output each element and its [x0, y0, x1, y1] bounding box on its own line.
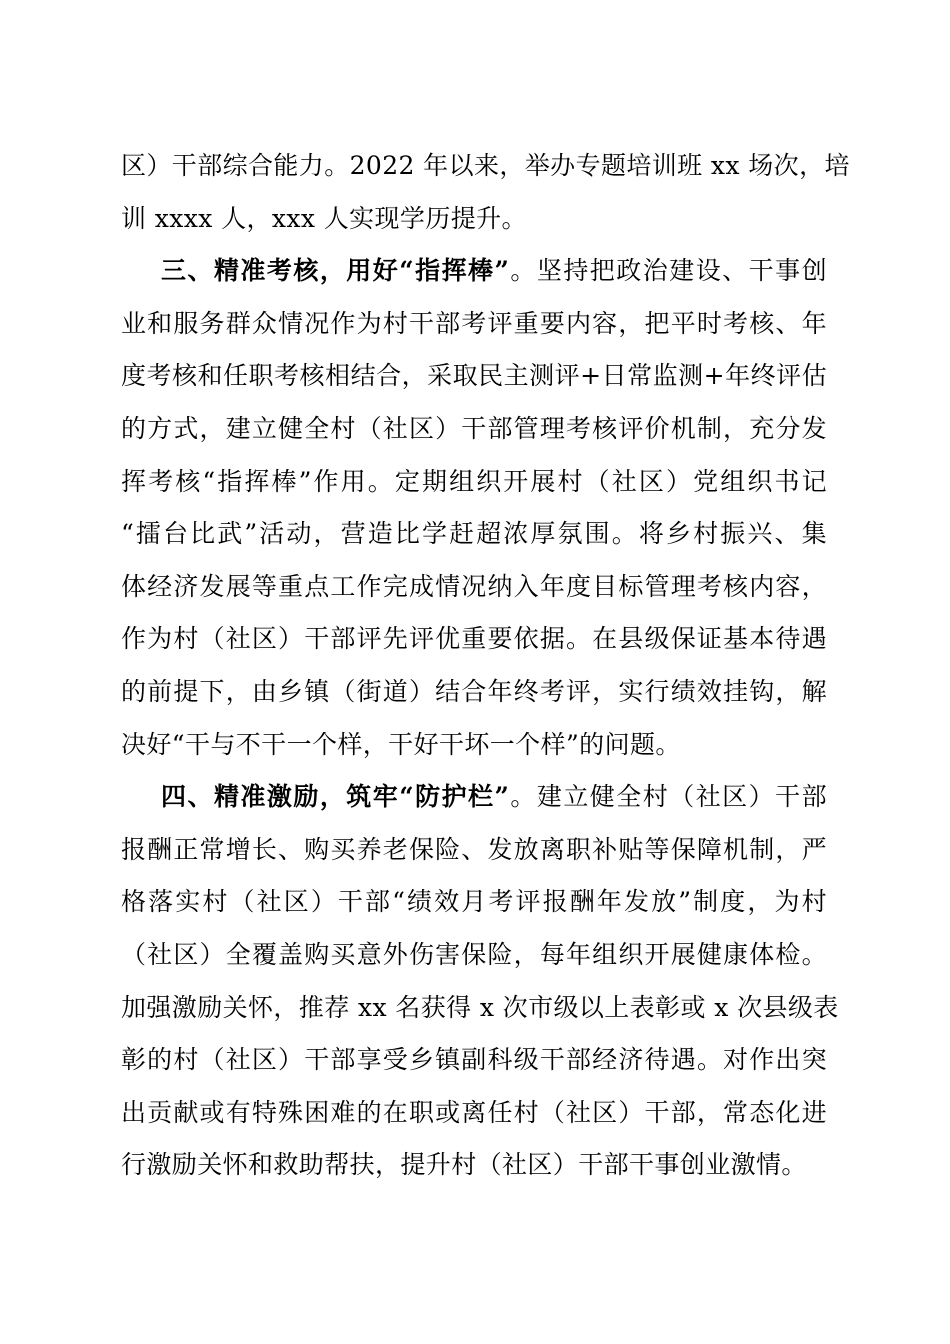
text-line: 报酬正常增长、购买养老保险、发放离职补贴等保障机制，严	[121, 834, 827, 864]
paragraph-incentive	[121, 771, 839, 1192]
text-line: 区）干部综合能力。2022 年以来，举办专题培训班 xx 场次，培	[121, 151, 850, 180]
text-line: 行激励关怀和救助帮扶，提升村（社区）干部干事创业激情。	[121, 1150, 807, 1180]
section-heading-incentive: 四、精准激励，筑牢“防护栏”	[161, 782, 510, 812]
text-line: 作为村（社区）干部评先评优重要依据。在县级保证基本待遇	[121, 624, 827, 654]
text-line: 的前提下，由乡镇（街道）结合年终考评，实行绩效挂钩，解	[121, 676, 827, 706]
text-line: 挥考核“指挥棒”作用。定期组织开展村（社区）党组织书记	[121, 466, 827, 496]
text-line: （社区）全覆盖购买意外伤害保险，每年组织开展健康体检。	[121, 939, 827, 969]
text-line: “擂台比武”活动，营造比学赶超浓厚氛围。将乡村振兴、集	[121, 519, 827, 549]
text-line: 度考核和任职考核相结合，采取民主测评+日常监测+年终评估	[121, 361, 827, 391]
document-body	[121, 140, 850, 1192]
text-line: 业和服务群众情况作为村干部考评重要内容，把平时考核、年	[121, 308, 827, 338]
text-run: 。建立健全村（社区）干部	[509, 782, 827, 812]
paragraph-assessment	[121, 245, 827, 771]
text-line: 加强激励关怀，推荐 xx 名获得 x 次市级以上表彰或 x 次县级表	[121, 992, 839, 1022]
text-line: 体经济发展等重点工作完成情况纳入年度目标管理考核内容，	[121, 571, 827, 601]
paragraph-continuation	[121, 140, 850, 245]
text-line: 训 xxxx 人，xxx 人实现学历提升。	[121, 203, 527, 233]
text-line: 格落实村（社区）干部“绩效月考评报酬年发放”制度，为村	[121, 887, 827, 917]
text-line: 出贡献或有特殊困难的在职或离任村（社区）干部，常态化进	[121, 1097, 827, 1127]
text-line	[121, 771, 827, 824]
text-line: 彰的村（社区）干部享受乡镇副科级干部经济待遇。对作出突	[121, 1045, 827, 1075]
text-line	[121, 245, 827, 298]
text-line: 的方式，建立健全村（社区）干部管理考核评价机制，充分发	[121, 413, 827, 443]
section-heading-assessment: 三、精准考核，用好“指挥棒”	[161, 256, 510, 286]
text-run: 。坚持把政治建设、干事创	[509, 256, 827, 286]
text-line: 决好“干与不干一个样，干好干坏一个样”的问题。	[121, 729, 681, 759]
